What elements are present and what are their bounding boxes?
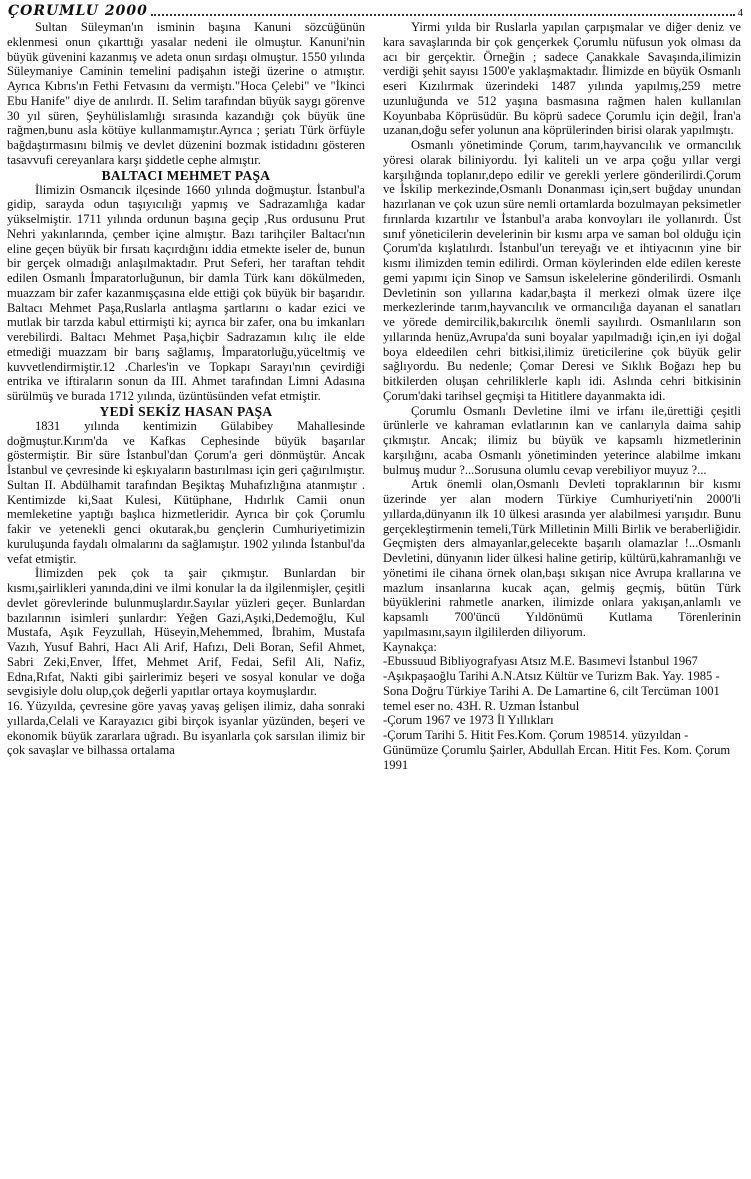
- reference-item: -Çorum Tarihi 5. Hitit Fes.Kom. Çorum 198514. yüzyıldan -Günümüze Çorumlu Şairler, Abdullah Ercan. Hitit Fes. Kom. Çorum 1991: [383, 728, 731, 772]
- reference-item: -Çorum 1967 ve 1973 İl Yıllıkları: [383, 713, 554, 728]
- paragraph: 16. Yüzyılda, çevresine göre yavaş yavaş gelişen ilimiz, daha sonraki yıllarda,Celali ve Karayazıcı gibi birçok isyanlar yüzünden, beşeri ve ekonomik büyük zararlara uğradı. Bu isyanlarla çok sarsılan ilimiz bir çok savaşlar ve bilhassa ortalama: [7, 699, 365, 758]
- paragraph: Osmanlı yönetiminde Çorum, tarım,hayvancılık ve ormancılık yöresi olarak biliniyordu. İyi kaliteli un ve arpa çoğu yıllar vergi karşılığında toplanır,depo edilir ve gerekli yerlere gönderilirdi.Çorum ve İskilip merkezinde,Osmanlı Donanması için,sert buğday unundan hazırlanan ve çok uzun süre nemli ortamlarda bozulmayan peksimetler fırınlarda kızartılır ve İstanbul'a araba konvoyları ile yollanırdı. Üst sınıf yöneticilerin develerinin bir kısmı arpa ve saman bol olduğu için Çorum'da kışlatılırdı. İstanbul'un tereyağı ve et ihtiyacının yine bir kısmı ilimizden temin edilirdi. Orman köylerinden elde edilen kereste gemi yapımı için Sinop ve Samsun iskelelerine gönderilirdi. Osmanlı Devletinin son yıllarına kadar,başta il merkezi olmak üzere ilçe merkezlerinde tarım,hayvancılık ve ormancılığa dayanan el sanatları ve yörede demircilik,bakırcılık önemli sayılırdı. Osmanlıların son yıllarında henüz,Avrupa'da suni boyalar yapılmadığı için,en iyi doğal boya eldeedilen cehri bitkisi,ilimiz üreticilerine çok büyük gelir sağlıyordu. Bu nedenle; Çomar Deresi ve Sıklık Boğazı hep bu bitkilerden oluşan cehriliklerle kaplı idi. Aslında cehri bitkisinin Çorum'daki tarihsel geçmişi ta Hititlere dayanmakta idi.: [383, 138, 741, 403]
- right-column: [383, 20, 741, 772]
- section-heading: BALTACI MEHMET PAŞA: [101, 167, 271, 183]
- left-column: [7, 20, 365, 758]
- page-header: [8, 3, 743, 19]
- paragraph: Artık önemli olan,Osmanlı Devleti topraklarının bir kısmı üzerinde yer alan modern Türkiye Cumhuriyeti'nin 2000'li yıllarda,dünyanın ilk 10 ülkesi arasında yer alabilmesi yarışıdır. Bunu gerçekleştirmenin temeli,Türk Milletinin Milli Birlik ve beraberliğidir. Geçmişten ders almayanlar,gelecekte başarılı olamazlar !...Osmanlı Devletini, dünyanın lider ülkesi haline getirip, kültürü,kahramanlığı ve yönetimi ile cihana örnek olan,başı sıkışan nice Avrupa krallarına ve mazlum insanlarına kucak açan, gelmiş geçmiş, bütün Türk büyüklerini rahmetle anarken, ilimizde onlara yakışan,anlamlı ve kapsamlı 700'üncü Yıldönümü Kutlama Törenlerinin yapılmasını,sayın ilgililerden diliyorum.: [383, 477, 741, 639]
- page-number: 4: [737, 7, 743, 19]
- masthead-logo: ÇORUMLU 2000: [8, 3, 148, 19]
- paragraph: Çorumlu Osmanlı Devletine ilmi ve irfanı ile,ürettiği çeşitli ürünlerle ve kahraman evlatlarının kan ve canlarıyla daima sahip çıkmıştır. Ancak; ilimiz bu büyük ve kapsamlı hizmetlerinin karşılığını, acaba Osmanlı yönetiminden yeterince alabilme imkanı bulmuş mudur ?...Sorusuna olumlu cevap verebiliyor muyuz ?...: [383, 403, 741, 477]
- paragraph: İlimizden pek çok ta şair çıkmıştır. Bunlardan bir kısmı,şairlikleri yanında,dini ve ilmi konular la da ilgilenmişler, çeşitli devlet görevlerinde bulunmuşlardır.Sayılar yüzleri geçer. Bunlardan bazılarının isimleri şunlardır: Yeğen Gazi,Aşıki,Dedemoğlu, Kul Mustafa, Aşık Feyzullah, Hüseyin,Mehemmed, İbrahim, Mustafa Vazıh, Yusuf Bahri, Hacı Ali Arif, Hafızı, Deli Boran, Sefil Ahmet, Sabri Zeki,Enver, İffet, Mehmet Arif, Fedai, Sefil Ali, Nafiz, Edna,Rıfat, Nakti gibi şairlerimiz beşeri ve sosyal konular ve doğa sevgisiyle dolu olup,çok değerli yapıtlar ortaya koymuşlardır.: [7, 566, 365, 699]
- paragraph: 1831 yılında kentimizin Gülabibey Mahallesinde doğmuştur.Kırım'da ve Kafkas Cephesinde büyük başarılar göstermiştir. Bir süre İstanbul'dan Çorum'a geri dönmüştür. Ancak İstanbul ve çevresinde ki eşkıyaların bastırılması için geri çağırılmıştır. Sultan II. Abdülhamit tarafından Beşiktaş Muhafızlığına atanmıştır . Kentimizde ki,Saat Kulesi, Kütüphane, Hıdırlık Camii onun memleketine yaptığı başlıca hizmetleridir. Ayrıca bir çok Çorumlu fakir ve yetenekli genci okutarak,bu gençlerin Cumhuriyetimizin kuruluşunda faydalı olmalarını da sağlamıştır. 1902 yılında İstanbul'da vefat etmiştir.: [7, 418, 365, 566]
- reference-item: -Aşıkpaşaoğlu Tarihi A.N.Atsız Kültür ve Turizm Bak. Yay. 1985 -Sona Doğru Türkiye Tarihi A. De Lamartine 6, cilt Tercüman 1001 temel eser no. 43H. R. Uzman İstanbul: [383, 669, 720, 713]
- paragraph: Sultan Süleyman'ın isminin başına Kanuni sözcüğünün eklenmesi onun çıkarttığı yasalar nedeni ile olmuştur. Kanuni'nin büyük güvenini kazanmış ve adeta onun sırdaşı olmuştur. 1550 yılında Süleymaniye Caminin temelini padişahın isteği üzerine o atmıştır. Ayrıca Kıbrıs'ın Fethi Fetvasını da vermiştı."Hoca Çelebi" ve "İkinci Ebu Hanife" diye de anılırdı. II. Selim tarafından büyük saygı görenve 30 yıl süren, Şeyhülislamlığı sırasında kazandığı çok büyük üne rağmen,bunu asla kötüye kullanmamıştır.Ayrıca ; şeriatı Türk örfüyle bağdaştırmasını bilmiş ve devlet düzenini bozmak istidadını gösteren tasavvufi cereyanlara karşı şiddetle cephe almıştır.: [7, 20, 365, 167]
- reference-item: -Ebussuud Bibliyografyası Atsız M.E. Basımevi İstanbul 1967: [383, 654, 698, 669]
- paragraph: İlimizin Osmancık ilçesinde 1660 yılında doğmuştur. İstanbul'a gidip, sarayda odun taşıyıcılığı yapmış ve Sadrazamlığa kadar yükselmiştir. 1711 yılında ordunun başına geçip ,Rus ordusunu Prut Nehri yakınlarında, çember içine almıştır. Bazı tarihçiler Baltacı'nın eline geçen büyük bir fırsatı kaçırdığını iddia etmekte iseler de, bunun bir gerçek olmadığı anlaşılmaktadır. Prut Seferi, her taraftan tehdit edilen Osmanlı İmparatorluğunun, bir damla Türk kanı dökülmeden, muazzam bir zafer kazanmışçasına elde ettiği çok büyük bir başarıdır. Baltacı Mehmet Paşa,Ruslarla antlaşma şartlarını o kadar ezici ve mutlak bir tarzda kabul ettirmişti ki; ayrıca bir zafer, ona bu imkanları verebilirdi. Baltacı Mehmet Paşa,hiçbir Sadrazamın kılıç ile elde etmediği muazzam bir barış sağlamış, İmparatorluğu,yüceltmiş ve kuvvetlendirmiştir.12 .Charles'in ve Topkapı Sarayı'nın çevirdiği entrika ve iftiraların sonun da III. Ahmet tarafından Limni Adasına sürülmüş ve burada 1712 yılında, üzüntüsünden vefat etmiştir.: [7, 182, 365, 403]
- references-title: Kaynakça:: [383, 639, 437, 654]
- header-dotted-rule: [151, 14, 735, 16]
- paragraph: Yirmi yılda bir Ruslarla yapılan çarpışmalar ve diğer deniz ve kara savaşlarında bir çok gençerkek Çorumlu nüfusun yok olması da acı bir gerçektir. Örneğin ; sadece Çanakkale Savaşında,ilimizin verdiği şehit sayısı 1500'e yaklaşmaktadır. İlimizde en büyük Osmanlı eseri Kızılırmak üzerindeki 1487 yılında yapılmış,259 metre uzunluğunda ve 512 yaşına basmasına rağmen halen kullanılan Koyunbaba Köprüsüdür. Bu köprü sadece Çorumlu için değil, İran'a uzanan,doğu sefer yolunun ana köprülerinden birisi olarak yapılmıştı.: [383, 20, 741, 138]
- section-heading: YEDİ SEKİZ HASAN PAŞA: [99, 403, 273, 419]
